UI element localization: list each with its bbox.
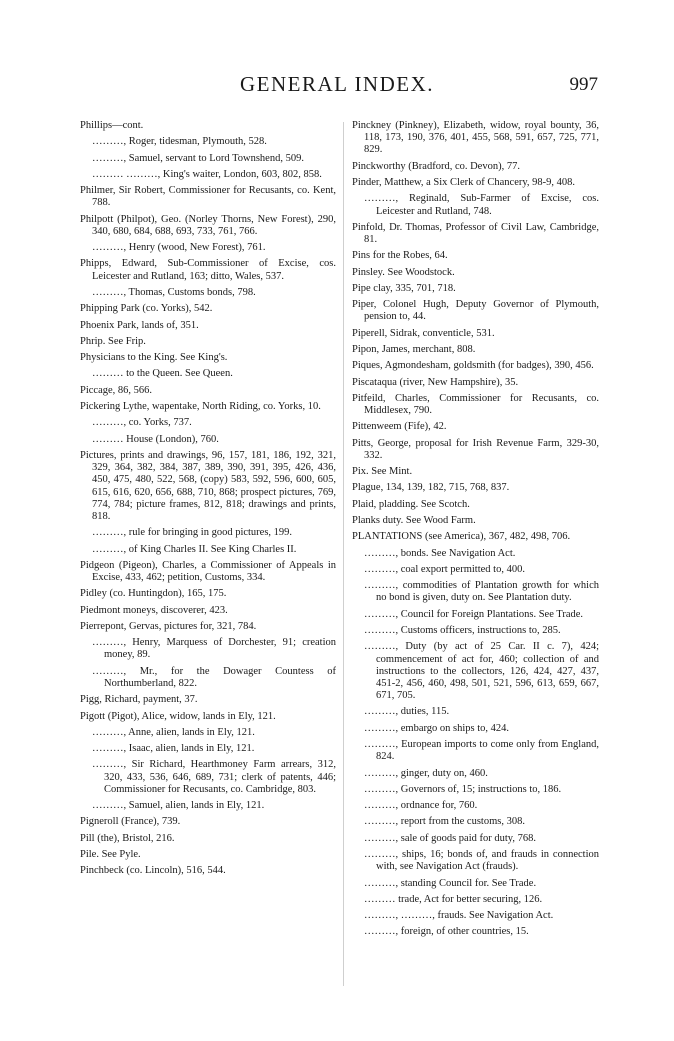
index-subentry: ………, bonds. See Navigation Act.	[364, 547, 516, 559]
index-entry: Phillips—cont.	[80, 120, 144, 131]
index-subentry: ……… House (London), 760.	[92, 433, 219, 445]
index-subentry: ………, report from the customs, 308.	[364, 816, 525, 828]
index-entry: Piques, Agmondesham, goldsmith (for badges), 390, 456.	[352, 360, 594, 372]
index-subentry: ………, Samuel, servant to Lord Townshend, 509.	[92, 152, 304, 164]
index-subentry: ………, ………, frauds. See Navigation Act.	[364, 910, 554, 922]
index-entry: Pigneroll (France), 739.	[80, 816, 181, 828]
index-entry: Pinckney (Pinkney), Elizabeth, widow, royal bounty, 36, 118, 173, 190, 376, 401, 455, 568, 591, 657, 725, 771, 829.	[352, 120, 599, 156]
index-subentry: ……… to the Queen. See Queen.	[92, 368, 233, 380]
index-entry: Philpott (Philpot), Geo. (Norley Thorns, New Forest), 290, 340, 680, 684, 688, 693, 733, 761, 766.	[80, 213, 336, 237]
index-subentry: ………, Thomas, Customs bonds, 798.	[92, 286, 256, 298]
index-entry: Pittenweem (Fife), 42.	[352, 421, 447, 433]
index-entry: Pinsley. See Woodstock.	[352, 266, 455, 278]
index-entry: Pins for the Robes, 64.	[352, 250, 448, 262]
index-entry: Piedmont moneys, discoverer, 423.	[80, 604, 228, 616]
index-subentry: ………, Council for Foreign Plantations. See Trade.	[364, 608, 584, 620]
index-subentry: ………, ships, 16; bonds of, and frauds in connection with, see Navigation Act (frauds).	[364, 849, 599, 873]
index-entry: Pix. See Mint.	[352, 466, 413, 478]
index-column-right	[352, 120, 599, 943]
index-subentry: ………, Henry (wood, New Forest), 761.	[92, 242, 266, 254]
index-entry: Philmer, Sir Robert, Commissioner for Recusants, co. Kent, 788.	[80, 185, 336, 209]
index-entry: Phipping Park (co. Yorks), 542.	[80, 303, 213, 315]
index-subentry: ………, of King Charles II. See King Charles II.	[92, 543, 297, 555]
index-entry: Pigott (Pigot), Alice, widow, lands in Ely, 121.	[80, 710, 276, 722]
index-entry: Pipe clay, 335, 701, 718.	[352, 282, 456, 294]
index-subentry: ………, ordnance for, 760.	[364, 800, 478, 812]
index-entry: Pitts, George, proposal for Irish Revenue Farm, 329-30, 332.	[352, 437, 599, 461]
index-entry: Plaid, pladding. See Scotch.	[352, 498, 470, 510]
index-subentry: ………, Sir Richard, Hearthmoney Farm arrears, 312, 320, 433, 536, 646, 689, 731; clerk of patents, 446; Commissioner for Recusants, co. Cambridge, 803.	[92, 759, 336, 795]
index-subentry: ………, duties, 115.	[364, 706, 450, 718]
index-entry: Pidgeon (Pigeon), Charles, a Commissioner of Appeals in Excise, 433, 462; petition, Customs, 334.	[80, 559, 336, 584]
index-entry: Planks duty. See Wood Farm.	[352, 515, 476, 527]
index-entry: Pile. See Pyle.	[80, 849, 141, 861]
column-divider	[343, 122, 344, 986]
index-subentry: ………, rule for bringing in good pictures, 199.	[92, 527, 293, 539]
index-subentry: ………, standing Council for. See Trade.	[364, 877, 537, 889]
index-subentry: ………, Reginald, Sub-Farmer of Excise, cos. Leicester and Rutland, 748.	[364, 193, 599, 217]
index-entry: Pigg, Richard, payment, 37.	[80, 694, 198, 706]
index-entry: Piccage, 86, 566.	[80, 384, 153, 396]
index-entry: Pictures, prints and drawings, 96, 157, 181, 186, 192, 321, 329, 364, 382, 384, 387, 389, 390, 391, 395, 426, 436, 450, 475, 480, 522, 568, (copy) 583, 592, 596, 600, 605, 615, 616, 620, 656, 688, 710, 868; prospect pictures, 769, 774, 784; picture frames, 812, 818; drawings and prints, 818.	[80, 449, 336, 522]
index-subentry: ………, ginger, duty on, 460.	[364, 767, 488, 779]
index-subentry: ………, Governors of, 15; instructions to, 186.	[364, 783, 562, 795]
index-entry: Pickering Lythe, wapentake, North Riding, co. Yorks, 10.	[80, 401, 321, 413]
index-entry: Physicians to the King. See King's.	[80, 352, 228, 364]
index-subentry: ………, Duty (by act of 25 Car. II c. 7), 424; commencement of act for, 460; collection of and instructions to the collectors, 126, 424, 427, 437, 451-2, 456, 460, 498, 501, 521, 596, 613, 659, 667, 671, 705.	[364, 641, 599, 702]
index-entry: PLANTATIONS (see America), 367, 482, 498, 706.	[352, 531, 571, 543]
index-entry: Piper, Colonel Hugh, Deputy Governor of Plymouth, pension to, 44.	[352, 299, 599, 323]
index-entry: Pierrepont, Gervas, pictures for, 321, 784.	[80, 620, 257, 632]
index-entry: Phipps, Edward, Sub-Commissioner of Excise, cos. Leicester and Rutland, 163; ditto, Wales, 537.	[80, 258, 336, 282]
index-entry: Pinckworthy (Bradford, co. Devon), 77.	[352, 160, 520, 172]
index-subentry: ………, Mr., for the Dowager Countess of Northumberland, 822.	[92, 665, 336, 689]
index-entry: Plague, 134, 139, 182, 715, 768, 837.	[352, 482, 510, 494]
index-subentry: ………, sale of goods paid for duty, 768.	[364, 832, 536, 844]
index-subentry: ………, Henry, Marquess of Dorchester, 91; creation money, 89.	[92, 637, 336, 661]
index-entry: Piscataqua (river, New Hampshire), 35.	[352, 376, 519, 388]
index-subentry: ……… ………, King's waiter, London, 603, 802, 858.	[92, 168, 322, 180]
index-entry: Piperell, Sidrak, conventicle, 531.	[352, 327, 495, 339]
index-subentry: ………, Samuel, alien, lands in Ely, 121.	[92, 800, 265, 812]
index-subentry: ………, European imports to come only from England, 824.	[364, 739, 599, 763]
index-entry: Pinder, Matthew, a Six Clerk of Chancery, 98-9, 408.	[352, 177, 576, 188]
index-subentry: ………, foreign, of other countries, 15.	[364, 926, 529, 938]
index-subentry: ……… trade, Act for better securing, 126.	[364, 893, 543, 905]
index-subentry: ………, Isaac, alien, lands in Ely, 121.	[92, 743, 255, 755]
index-subentry: ………, Customs officers, instructions to, 285.	[364, 625, 561, 637]
index-entry: Pitfeild, Charles, Commissioner for Recusants, co. Middlesex, 790.	[352, 392, 599, 417]
index-subentry: ………, coal export permitted to, 400.	[364, 563, 525, 575]
index-entry: Pipon, James, merchant, 808.	[352, 343, 476, 355]
index-subentry: ………, Roger, tidesman, Plymouth, 528.	[92, 136, 267, 148]
index-entry: Pinfold, Dr. Thomas, Professor of Civil Law, Cambridge, 81.	[352, 221, 599, 245]
index-entry: Pill (the), Bristol, 216.	[80, 832, 175, 844]
page-header	[0, 72, 674, 112]
index-subentry: ………, embargo on ships to, 424.	[364, 722, 510, 734]
index-subentry: ………, commodities of Plantation growth for which no bond is given, duty on. See Plantation duty.	[364, 580, 599, 604]
index-subentry: ………, co. Yorks, 737.	[92, 417, 192, 429]
index-subentry: ………, Anne, alien, lands in Ely, 121.	[92, 726, 255, 738]
page-number: 997	[569, 74, 598, 95]
index-entry: Phoenix Park, lands of, 351.	[80, 319, 199, 331]
index-column-left	[80, 120, 336, 882]
running-title: GENERAL INDEX.	[239, 72, 435, 96]
index-entry: Phrip. See Frip.	[80, 335, 146, 347]
index-entry: Pidley (co. Huntingdon), 165, 175.	[80, 588, 227, 600]
index-entry: Pinchbeck (co. Lincoln), 516, 544.	[80, 865, 226, 877]
